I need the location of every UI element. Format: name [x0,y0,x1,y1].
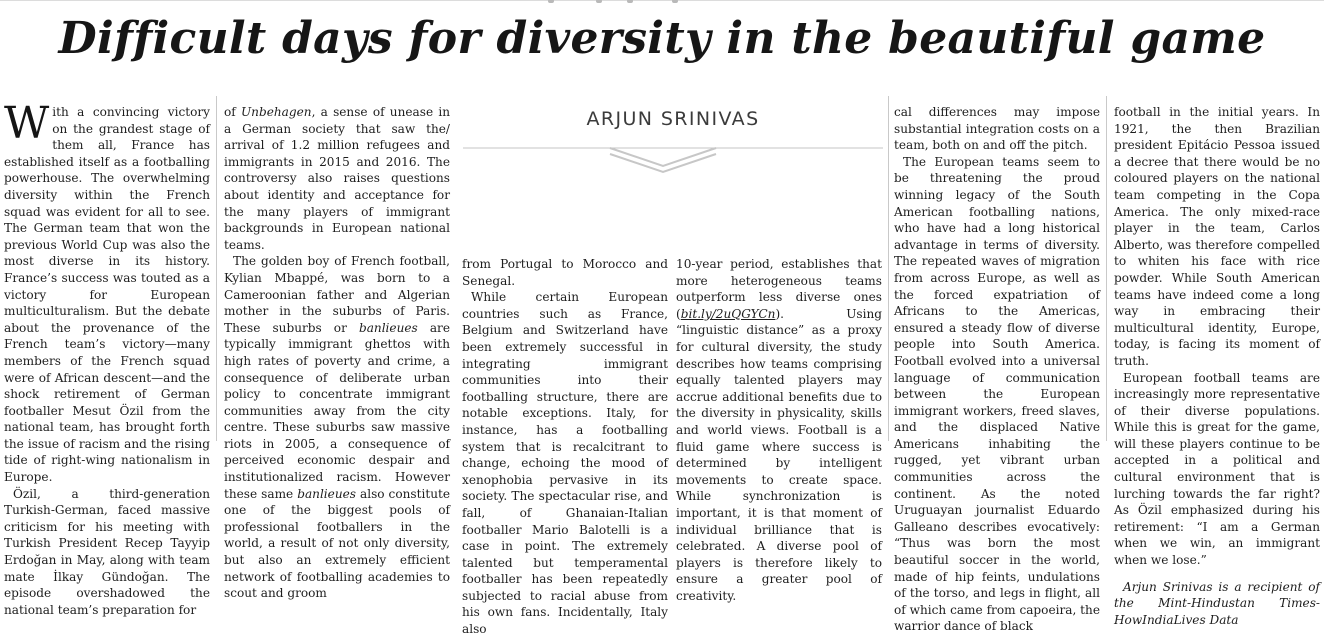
column-6 [1114,104,1320,627]
paragraph: from Portugal to Morocco and Senegal. [462,257,668,288]
paragraph: The golden boy of French football, Kylian Mbappé, was born to a Cameroonian father and Algerian mother in the suburbs of Paris. These suburbs or banlieues are typically immigrant ghettos with high rates of poverty and crime, a consequence of deliberate urban policy to concentrate immigrant communities away from the city centre. These suburbs saw massive riots in 2005, a consequence of perceived economic despair and institutionalized racism. However these same banlieues also constitute one of the biggest pools of professional footballers in the world, a result of not only diversity, but also an extremely efficient network of footballing academies to scout and groom [224,254,450,601]
study-link[interactable]: bit.ly/2uQGYCn [680,306,776,321]
headline: Difficult days for diversity in the beautiful game [58,13,1266,64]
paragraph: European football teams are increasingly more representative of their diverse populations. While this is great for the game, will these players continue to be accepted in a political and cultural environment that is lurching towards the far right? As Özil emphasized during his retirement: “I am a German when we win, an immigrant when we lose.” [1114,370,1320,568]
paragraph: 10-year period, establishes that more heterogeneous teams outperform less diverse ones (bit.ly/2uQGYCn). Using “linguistic distance” as a proxy for cultural diversity, the study describes how teams comprising equally talented players may accrue additional benefits due to the diversity in physicality, skills and world views. Football is a fluid game where success is determined by intelligent movements to create space. While synchronization is important, it is that moment of individual brilliance that is celebrated. A diverse pool of players is therefore likely to ensure a greater pool of creativity. [676,257,882,603]
column-1 [4,98,210,617]
paragraph: cal differences may impose substantial integration costs on a team, both on and off the pitch. [894,105,1100,153]
paragraph: While certain European countries such as France, Belgium and Switzerland have been extremely successful in integrating immigrant communities into their footballing structure, there are notable exceptions. Italy, for instance, has a footballing system that is recalcitrant to change, echoing the mood of xenophobia pervasive in its society. The spectacular rise, and fall, of Ghanaian-Italian footballer Mario Balotelli is a case in point. The extremely talented but temperamental footballer has been repeatedly subjected to racial abuse from his own fans. Incidentally, Italy also [462,290,668,637]
column-2 [224,104,450,601]
paragraph: football in the initial years. In 1921, the then Brazilian president Epitácio Pessoa issued a decree that there would be no coloured players on the national team competing in the Copa America. The only mixed-race player in the team, Carlos Alberto, was therefore compelled to whiten his face with rice powder. While South American teams have indeed come a long way in embracing their multicultural identity, Europe, today, is facing its moment of truth. [1114,105,1320,368]
byline-block [463,100,883,245]
column-3 [462,256,668,637]
author-note: Arjun Srinivas is a recipient of the Mint-Hindustan Times-HowIndiaLives Data [1114,579,1320,627]
paragraph: The European teams seem to be threatening the proud winning legacy of the South American footballing nations, who have had a long historical advantage in terms of diversity. The repeated waves of migration from across Europe, as well as the forced expatriation of Africans to the Americas, ensured a steady flow of diverse people into South America. Football evolved into a universal language of communication between the European immigrant workers, freed slaves, and the displaced Native Americans inhabiting the rugged, yet vibrant urban communities across the continent. As the noted Uruguayan journalist Eduardo Galleano describes evocatively: “Thus was born the most beautiful soccer in the world, made of hip feints, undulations of the torso, and legs in flight, all of which came from capoeira, the warrior dance of black [894,154,1100,634]
column-rule [888,96,889,441]
paragraph: Özil, a third-generation Turkish-German, faced massive criticism for his meeting with Turkish President Recep Tayyip Erdoğan in May, along with team mate İlkay Gündoğan. The episode overshadowed the national team’s preparation for [4,486,210,617]
paragraph: of Unbehagen, a sense of unease in a German society that saw the/ arrival of 1.2 million refugees and immigrants in 2015 and 2016. The controversy also raises questions about identity and acceptance for the many players of immigrant backgrounds in European national teams. [224,105,450,252]
column-rule [1106,96,1107,441]
column-5 [894,104,1100,634]
paragraph: With a convincing victory on the grandest stage of them all, France has established itself as a footballing powerhouse. The overwhelming diversity within the French squad was evident for all to see. The German team that won the previous World Cup was also the most diverse in its history. France’s success was touted as a victory for European multiculturalism. But the debate about the provenance of the French team’s victory—many members of the French squad were of African descent—and the shock retirement of German footballer Mesut Özil from the national team, has brought forth the issue of racism and the rising tide of right-wing nationalism in Europe. [4,98,210,485]
column-4 [676,256,882,603]
byline: ARJUN SRINIVAS [586,108,760,130]
top-rule [0,0,1324,1]
drop-cap: W [4,98,50,149]
column-rule [216,96,217,441]
